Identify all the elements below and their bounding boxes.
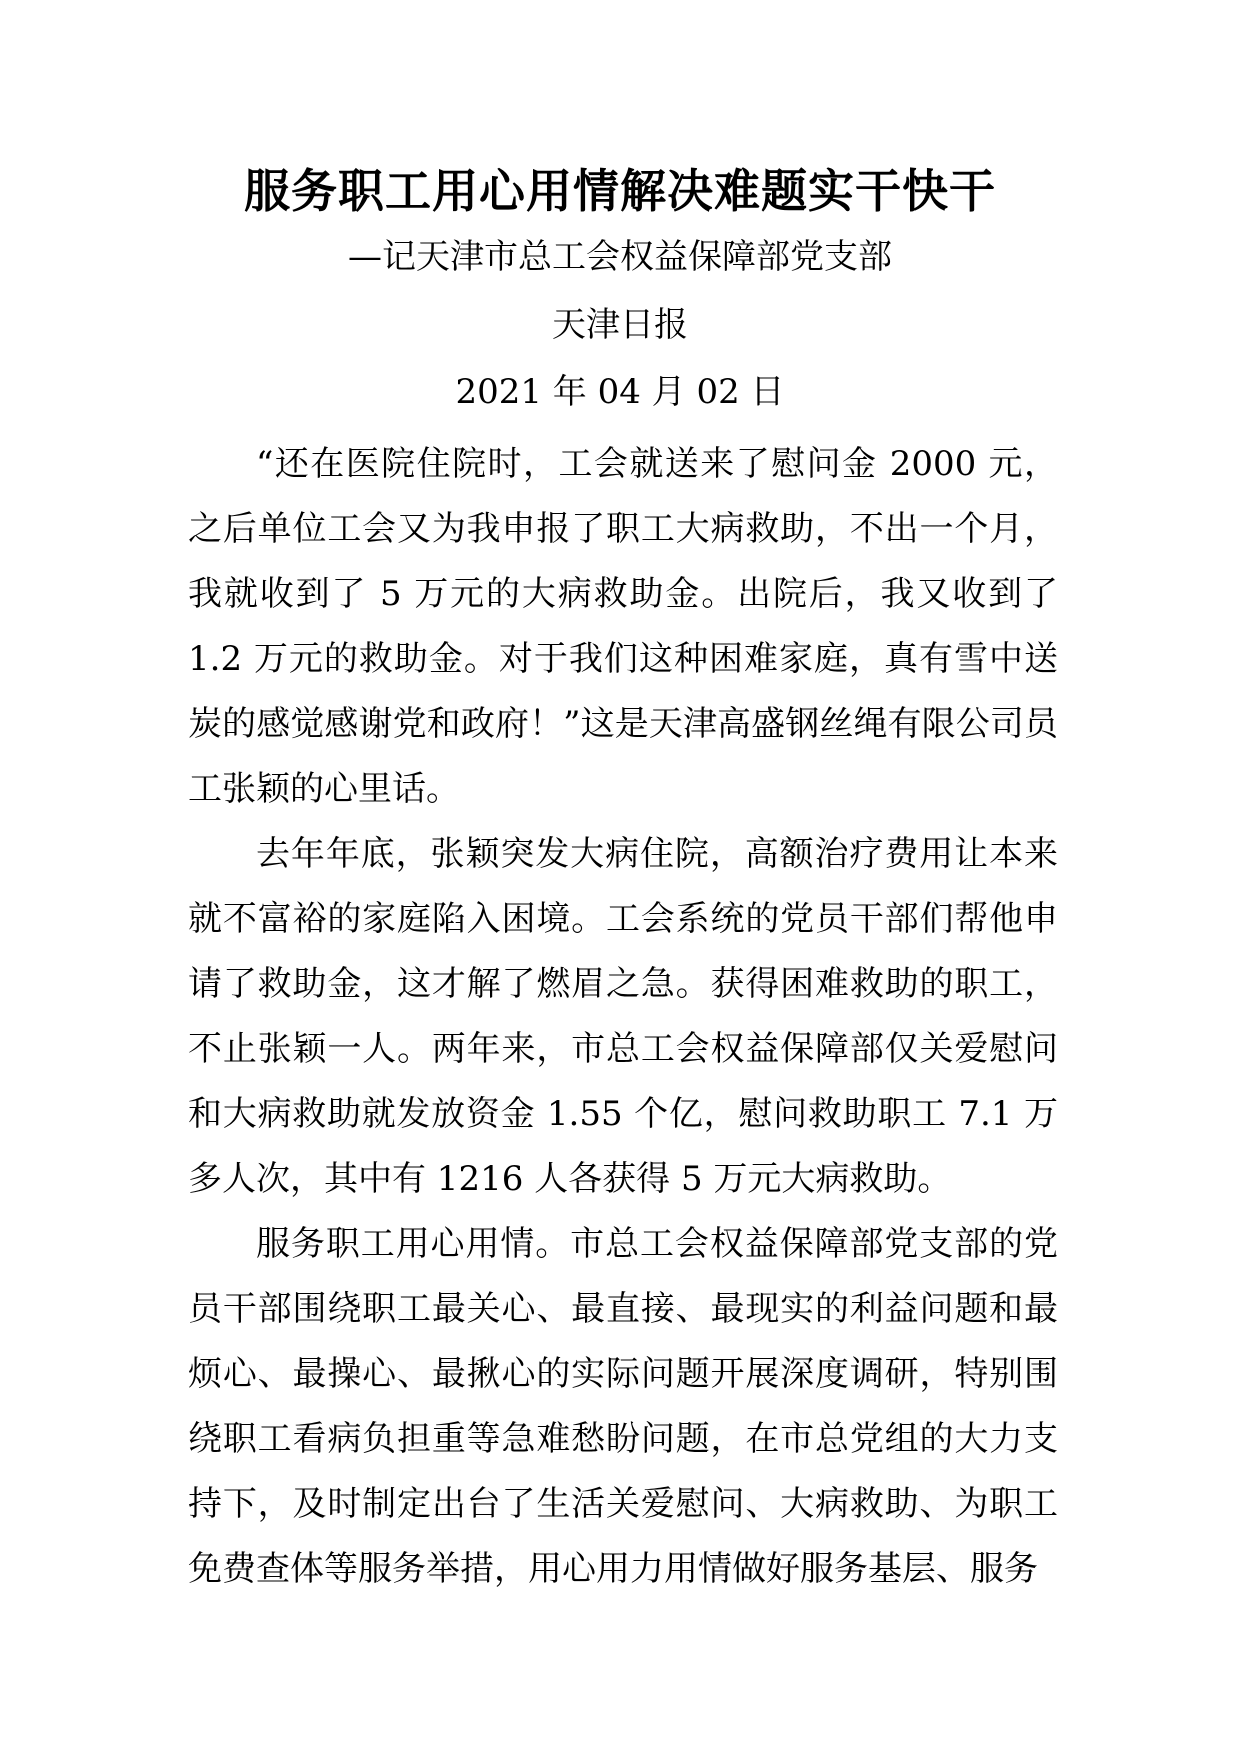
paragraph-1: “还在医院住院时，工会就送来了慰问金 2000 元，之后单位工会又为我申报了职工大病救助，不出一个月，我就收到了 5 万元的大病救助金。出院后，我又收到了 1.2 万元的救助金。对于我们这种困难家庭，真有雪中送炭的感觉感谢党和政府！”这是天津高盛钢丝绳有限公司员工张颖的心里话。 xyxy=(188,444,1058,809)
article-source: 天津日报 xyxy=(552,305,688,345)
paragraph-3: 服务职工用心用情。市总工会权益保障部党支部的党员干部围绕职工最关心、最直接、最现实的利益问题和最烦心、最操心、最揪心的实际问题开展深度调研，特别围绕职工看病负担重等急难愁盼问题，在市总党组的大力支持下，及时制定出台了生活关爱慰问、大病救助、为职工免费查体等服务举措，用心用力用情做好服务基层、服务 xyxy=(188,1224,1058,1589)
article-subtitle: —记天津市总工会权益保障部党支部 xyxy=(348,237,892,277)
article-body xyxy=(188,432,1058,1602)
article-title: 服务职工用心用情解决难题实干快干 xyxy=(244,164,996,218)
paragraph-2: 去年年底，张颖突发大病住院，高额治疗费用让本来就不富裕的家庭陷入困境。工会系统的党员干部们帮他申请了救助金，这才解了燃眉之急。获得困难救助的职工，不止张颖一人。两年来，市总工会权益保障部仅关爱慰问和大病救助就发放资金 1.55 个亿，慰问救助职工 7.1 万多人次，其中有 1216 人各获得 5 万元大病救助。 xyxy=(188,834,1058,1199)
article-date: 2021 年 04 月 02 日 xyxy=(455,372,785,412)
